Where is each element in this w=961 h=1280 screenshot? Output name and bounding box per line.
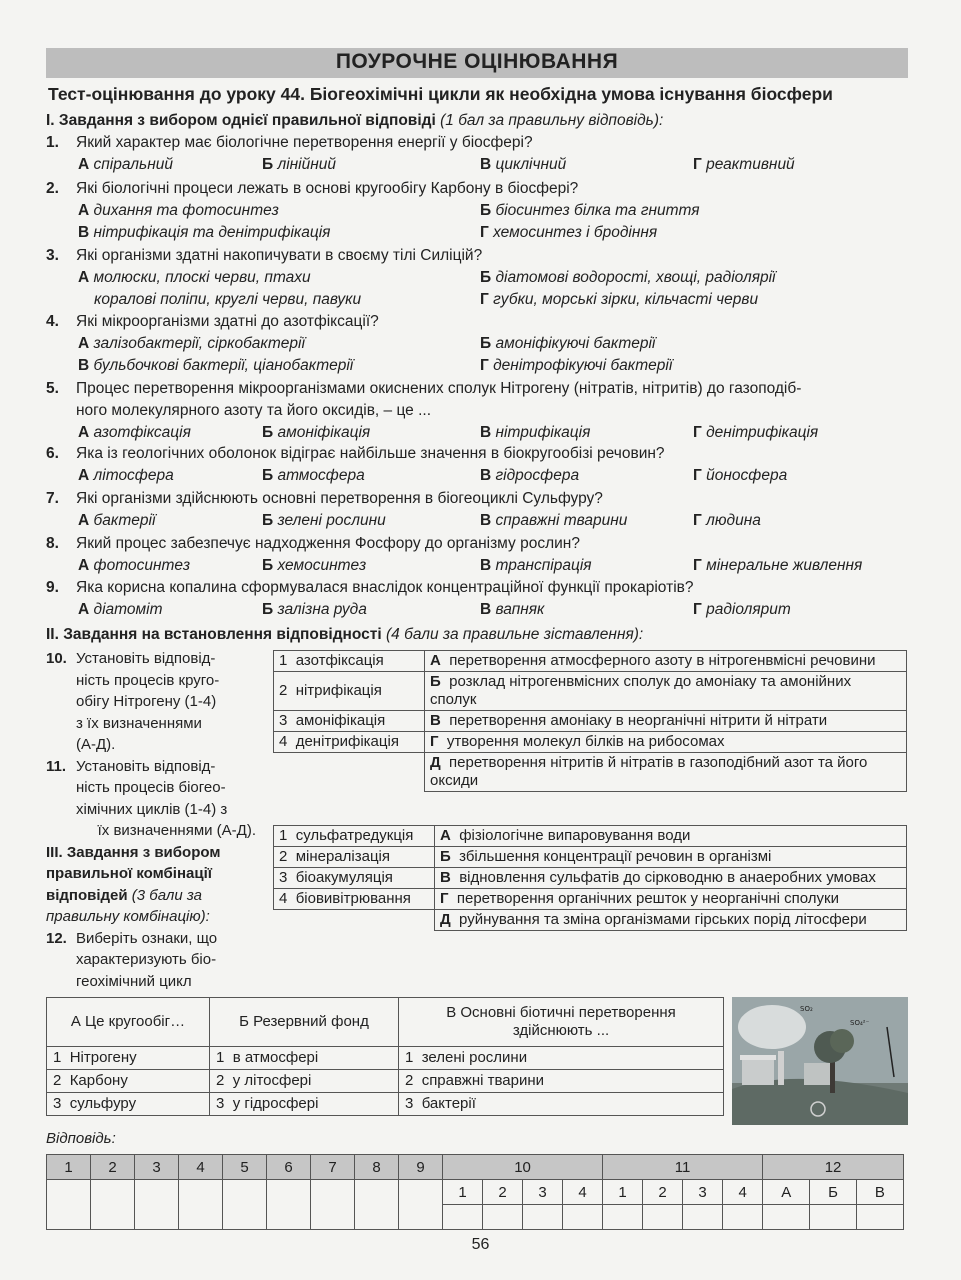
answer-cell-6[interactable] bbox=[267, 1180, 311, 1230]
option-1[interactable]: А дихання та фотосинтез bbox=[78, 202, 279, 219]
question-1 bbox=[46, 134, 533, 152]
option-2[interactable]: Б хемосинтез bbox=[262, 557, 367, 574]
table-row: 3 сульфуру 3 у гідросфері 3 бактерії bbox=[47, 1093, 724, 1116]
table-row: 2 нітрифікація Б розклад нітрогенвмісних сполук до амоніаку та амонійних сполук bbox=[274, 672, 907, 711]
table-row: А Це кругообіг… Б Резервний фонд В Основні біотичні перетворення здійснюють ... bbox=[47, 998, 724, 1047]
matching-table-10 bbox=[273, 650, 907, 792]
question-text: Які організми здатні накопичувати в своєму тілі Силіцій? bbox=[76, 247, 483, 264]
option-2[interactable]: Б діатомові водорості, хвощі, радіолярії bbox=[480, 269, 776, 286]
section-3-heading: ІІІ. Завдання з вибором правильної комбінації відповідей (3 бали за bbox=[46, 843, 221, 904]
image-label-so4: SO₄²⁻ bbox=[850, 1019, 870, 1027]
matching-table-11 bbox=[273, 825, 907, 931]
question-2 bbox=[46, 180, 578, 198]
table-row: 1 2 3 4 5 6 7 8 9 10 11 12 bbox=[47, 1155, 904, 1180]
answer-cell-3[interactable] bbox=[135, 1180, 179, 1230]
answer-cell-12-a[interactable] bbox=[763, 1205, 810, 1230]
answer-cell-10-1[interactable] bbox=[443, 1205, 483, 1230]
option-4[interactable]: Г йоносфера bbox=[693, 467, 788, 484]
answer-cell-9[interactable] bbox=[399, 1180, 443, 1230]
table-row: 3 біоакумуляція В відновлення сульфатів до сірководню в анаеробних умовах bbox=[274, 868, 907, 889]
table-row: 1 азотфіксація А перетворення атмосферного азоту в нітрогенвмісні речовини bbox=[274, 651, 907, 672]
option-4[interactable]: Г денітрифікація bbox=[693, 424, 819, 441]
option-1[interactable]: А спіральний bbox=[78, 156, 173, 173]
option-3[interactable]: В циклічний bbox=[480, 156, 567, 173]
option-1[interactable]: А молюски, плоскі черви, птахи bbox=[78, 269, 311, 286]
question-7 bbox=[46, 490, 603, 508]
question-text: Який характер має біологічне перетворення енергії у біосфері? bbox=[76, 134, 533, 151]
option-3[interactable]: В справжні тварини bbox=[480, 512, 628, 529]
answer-cell-11-2[interactable] bbox=[643, 1205, 683, 1230]
answer-cell-10-3[interactable] bbox=[523, 1205, 563, 1230]
option-3[interactable]: В транспірація bbox=[480, 557, 592, 574]
section-2-heading: ІІ. Завдання на встановлення відповідності (4 бали за правильне зіставлення): bbox=[46, 626, 644, 643]
sulfur-cycle-illustration bbox=[732, 997, 908, 1125]
option-4[interactable]: Г хемосинтез і бродіння bbox=[480, 224, 658, 241]
option-4[interactable]: Г людина bbox=[693, 512, 761, 529]
question-text: Які біологічні процеси лежать в основі кругообігу Карбону в біосфері? bbox=[76, 180, 579, 197]
table-row: 4 біовивітрювання Г перетворення органічних решток у неорганічні сполуки bbox=[274, 889, 907, 910]
table-row: Д перетворення нітритів й нітратів в газоподібний азот та його оксиди bbox=[274, 753, 907, 792]
answer-cell-11-1[interactable] bbox=[603, 1205, 643, 1230]
option-2[interactable]: Б залізна руда bbox=[262, 601, 367, 618]
question-text: Процес перетворення мікроорганізмами окиснених сполук Нітрогену (нітратів, нітритів) до газоподіб- bbox=[76, 380, 802, 397]
answer-cell-11-3[interactable] bbox=[683, 1205, 723, 1230]
option-4[interactable]: Г губки, морські зірки, кільчасті черви bbox=[480, 291, 759, 308]
question-text: Яка корисна копалина сформувалася внаслідок концентраційної функції прокаріотів? bbox=[76, 579, 694, 596]
option-3[interactable]: В бульбочкові бактерії, ціанобактерії bbox=[78, 357, 354, 374]
answer-cell-7[interactable] bbox=[311, 1180, 355, 1230]
table-row: 1 Нітрогену 1 в атмосфері 1 зелені рослини bbox=[47, 1047, 724, 1070]
option-3[interactable]: В нітрифікація bbox=[480, 424, 591, 441]
answer-cell-4[interactable] bbox=[179, 1180, 223, 1230]
answer-cell-12-b[interactable] bbox=[810, 1205, 856, 1230]
option-1[interactable]: А азотфіксація bbox=[78, 424, 191, 441]
answer-cell-12-v[interactable] bbox=[856, 1205, 903, 1230]
question-text: Які організми здійснюють основні перетворення в біогеоциклі Сульфуру? bbox=[76, 490, 603, 507]
answer-grid bbox=[46, 1154, 904, 1230]
question-number: 7. bbox=[46, 490, 59, 507]
answer-cell-10-4[interactable] bbox=[563, 1205, 603, 1230]
banner-title: ПОУРОЧНЕ ОЦІНЮВАННЯ bbox=[335, 50, 619, 73]
option-4[interactable]: Г радіолярит bbox=[693, 601, 791, 618]
option-4[interactable]: Г денітрофікуючі бактерії bbox=[480, 357, 673, 374]
answer-cell-5[interactable] bbox=[223, 1180, 267, 1230]
option-2[interactable]: Б амоніфікація bbox=[262, 424, 371, 441]
question-8 bbox=[46, 535, 580, 553]
table-row: 1 2 3 4 1 2 3 4 А Б В bbox=[47, 1180, 904, 1205]
option-2[interactable]: Б амоніфікуючі бактерії bbox=[480, 335, 656, 352]
question-number: 1. bbox=[46, 134, 59, 151]
image-label-so2: SO₂ bbox=[800, 1005, 813, 1013]
question-number: 2. bbox=[46, 180, 59, 197]
option-3[interactable]: В нітрифікація та денітрифікація bbox=[78, 224, 331, 241]
question-3 bbox=[46, 247, 482, 265]
question-number: 4. bbox=[46, 313, 59, 330]
question-text: Яка із геологічних оболонок відіграє найбільше значення в біокругообізі речовин? bbox=[76, 445, 665, 462]
option-4[interactable]: Г мінеральне живлення bbox=[693, 557, 863, 574]
option-4[interactable]: Г реактивний bbox=[693, 156, 795, 173]
option-1[interactable]: А бактерії bbox=[78, 512, 156, 529]
section-1-heading: І. Завдання з вибором однієї правильної відповіді (1 бал за правильну відповідь): bbox=[46, 112, 664, 129]
combination-table bbox=[46, 997, 724, 1116]
question-9 bbox=[46, 579, 694, 597]
question-number: 5. bbox=[46, 380, 59, 397]
table-row: 4 денітрифікація Г утворення молекул білків на рибосомах bbox=[274, 732, 907, 753]
question-6 bbox=[46, 445, 665, 463]
table-row: 2 мінералізація Б збільшення концентрації речовин в організмі bbox=[274, 847, 907, 868]
question-number: 3. bbox=[46, 247, 59, 264]
answer-cell-8[interactable] bbox=[355, 1180, 399, 1230]
sulfur-cycle-image bbox=[732, 997, 908, 1125]
option-3[interactable]: коралові поліпи, круглі черви, павуки bbox=[94, 291, 362, 308]
answer-cell-11-4[interactable] bbox=[723, 1205, 763, 1230]
answer-cell-2[interactable] bbox=[91, 1180, 135, 1230]
header-banner bbox=[46, 48, 908, 78]
option-3[interactable]: В гідросфера bbox=[480, 467, 580, 484]
answer-label: Відповідь: bbox=[46, 1130, 116, 1147]
table-row: Д руйнування та зміна організмами гірських порід літосфери bbox=[274, 910, 907, 931]
question-5 bbox=[46, 380, 801, 398]
question-4 bbox=[46, 313, 379, 331]
page-title: Тест-оцінювання до уроку 44. Біогеохімічні цикли як необхідна умова існування біосфери bbox=[48, 84, 833, 104]
answer-cell-1[interactable] bbox=[47, 1180, 91, 1230]
question-12-text: 12. Виберіть ознаки, що характеризують біо- геохімічний цикл bbox=[46, 929, 218, 990]
option-1[interactable]: А діатоміт bbox=[78, 601, 163, 618]
question-number: 8. bbox=[46, 535, 59, 552]
question-text: Який процес забезпечує надходження Фосфору до організму рослин? bbox=[76, 535, 580, 552]
table-row: 2 Карбону 2 у літосфері 2 справжні тварини bbox=[47, 1070, 724, 1093]
question-number: 9. bbox=[46, 579, 59, 596]
question-text: Які мікроорганізми здатні до азотфіксації? bbox=[76, 313, 379, 330]
option-1[interactable]: А залізобактерії, сіркобактерії bbox=[78, 335, 305, 352]
table-row: 3 амоніфікація В перетворення амоніаку в неорганічні нітрити й нітрати bbox=[274, 711, 907, 732]
page-number: 56 bbox=[471, 1236, 490, 1253]
table-row: 1 сульфатредукція А фізіологічне випаровування води bbox=[274, 826, 907, 847]
option-2[interactable]: Б лінійний bbox=[262, 156, 337, 173]
option-3[interactable]: В вапняк bbox=[480, 601, 545, 618]
answer-cell-10-2[interactable] bbox=[483, 1205, 523, 1230]
question-10-text: 10. Установіть відповід- ність процесів круго- обігу Нітрогену (1-4) з їх визначеннями (А-Д). 11. Установіть відповід- ність процесів біогео- хімічних циклів (1-4) з їх визначеннями (А-Д). ІІІ. Завдання з вибором правильної комбінації відповідей (3 бали за правильну комбінацію): 12. Виберіть ознаки, що характеризують біо- геохімічний цикл bbox=[46, 648, 256, 992]
option-2[interactable]: Б біосинтез білка та гниття bbox=[480, 202, 700, 219]
option-2[interactable]: Б атмосфера bbox=[262, 467, 365, 484]
option-1[interactable]: А фотосинтез bbox=[78, 557, 191, 574]
question-number: 6. bbox=[46, 445, 59, 462]
option-1[interactable]: А літосфера bbox=[78, 467, 174, 484]
question-text-cont: ного молекулярного азоту та його оксидів, – це ... bbox=[76, 402, 432, 419]
option-2[interactable]: Б зелені рослини bbox=[262, 512, 386, 529]
